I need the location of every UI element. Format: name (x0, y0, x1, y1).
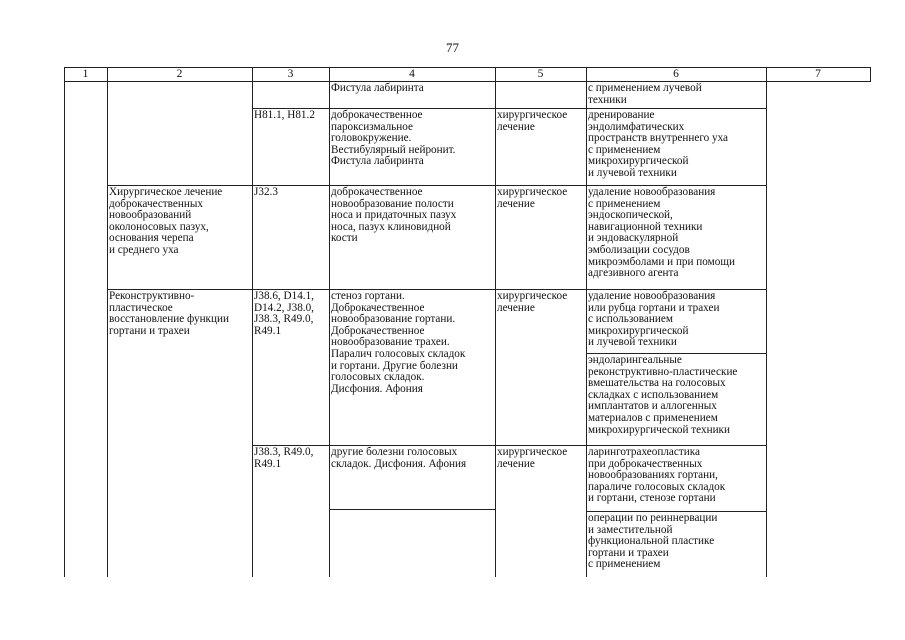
r3-code: J32.3 (254, 186, 278, 198)
col-line-6 (766, 67, 767, 577)
r4-diagnosis: стеноз гортани. Доброкачественное новообразование гортани. Доброкачественное новообразование трахеи. Паралич голосовых складок и гортани. Другие болезни голосовых складок. Дисфония. Афония (331, 290, 466, 395)
r1-diagnosis: Фистула лабиринта (331, 82, 424, 94)
r2-treatment: хирургическое лечение (497, 109, 568, 133)
row-sep-5a (329, 509, 495, 510)
r2-code: H81.1, H81.2 (254, 109, 315, 121)
col-line-2 (252, 67, 253, 577)
r5-treatment: хирургическое лечение (497, 446, 568, 470)
col-line-3 (329, 67, 330, 577)
col-line-5 (586, 67, 587, 577)
header-col-6: 6 (673, 68, 679, 80)
r4-treatment: хирургическое лечение (497, 290, 568, 314)
col-line-0 (64, 67, 65, 577)
r4-name: Реконструктивно- пластическое восстановление функции гортани и трахеи (109, 290, 229, 337)
r5-method-a: ларинготрахеопластика при доброкачественных новообразованиях гортани, параличе голосовых складок и гортани, стенозе гортани (588, 446, 726, 505)
col-line-4 (495, 67, 496, 577)
r5-code: J38.3, R49.0, R49.1 (254, 446, 314, 470)
r2-diagnosis: доброкачественное пароксизмальное головокружение. Вестибулярный нейронит. Фистула лабиринта (331, 109, 456, 168)
header-bottom-border (64, 81, 871, 82)
r3-diagnosis: доброкачественное новообразование полости носа и придаточных пазух носа, пазух клиновидной кости (331, 186, 457, 245)
r3-method: удаление новообразования с применением эндоскопической, навигационной техники и эндоваскулярной эмболизации сосудов микроэмболами и при помощи адгезивного агента (588, 186, 735, 280)
header-col-3: 3 (287, 68, 294, 80)
header-col-1: 1 (82, 68, 89, 80)
r2-method: дренирование эндолимфатических пространств внутреннего уха с применением микрохирургической и лучевой техники (588, 109, 729, 179)
header-col-2: 2 (176, 68, 183, 80)
col-line-7 (870, 67, 871, 81)
col-line-1 (107, 67, 108, 577)
header-col-4: 4 (409, 68, 415, 80)
r3-name: Хирургическое лечение доброкачественных новообразований околоносовых пазух, основания черепа и среднего уха (109, 186, 223, 256)
r5-diagnosis: другие болезни голосовых складок. Дисфония. Афония (331, 446, 467, 470)
r4-method-a: удаление новообразования или рубца гортани и трахеи с использованием микрохирургической и лучевой техники (588, 290, 720, 349)
r3-treatment: хирургическое лечение (497, 186, 568, 210)
page-number: 77 (446, 40, 459, 55)
header-col-7: 7 (815, 68, 821, 80)
header-col-5: 5 (537, 68, 544, 80)
r5-method-b: операции по реиннервации и заместительной функциональной пластике гортани и трахеи с применением (588, 512, 718, 571)
r1-method: с применением лучевой техники (588, 82, 702, 106)
r4-method-b: эндоларингеальные реконструктивно-пластические вмешательства на голосовых складках с использованием имплантатов и аллогенных материалов с применением микрохирургической техники (588, 354, 738, 436)
r4-code: J38.6, D14.1, D14.2, J38.0, J38.3, R49.0, R49.1 (254, 290, 314, 337)
